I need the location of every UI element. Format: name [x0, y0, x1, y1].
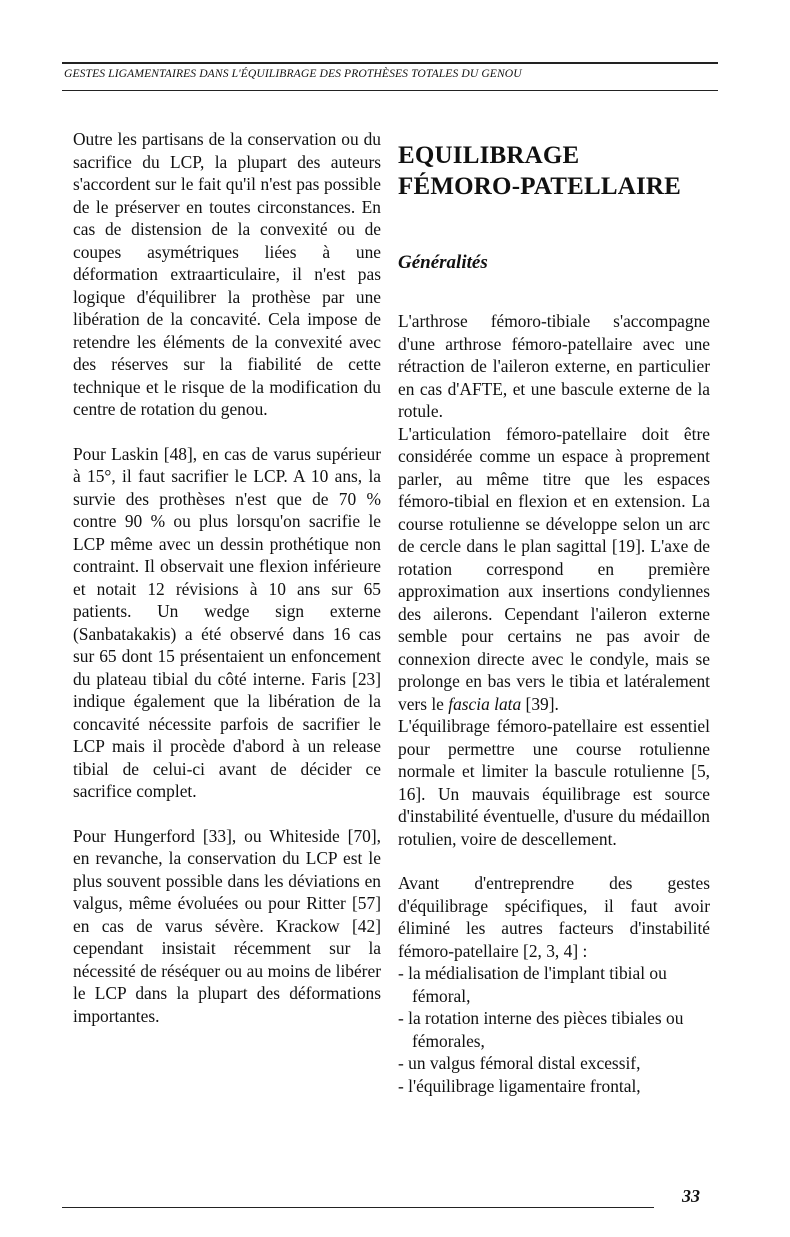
fascia-lata-term: fascia lata [448, 693, 522, 714]
footer-rule [62, 1207, 654, 1208]
list-item: - la médialisation de l'implant tibial ou fémoral, [398, 963, 667, 1006]
running-head: GESTES LIGAMENTAIRES DANS L'ÉQUILIBRAGE DES PROTHÈSES TOTALES DU GENOU [64, 67, 522, 80]
subsection-title: Généralités [398, 252, 488, 273]
list-item: - un valgus fémoral distal excessif, [398, 1053, 641, 1073]
paragraph: Outre les partisans de la conservation ou du sacrifice du LCP, la plupart des auteurs s'accordent sur le fait qu'il n'est pas possible de le préserver en toutes circonstances. En cas de distension de la convexité ou de coupes asymétriques liées à une déformation extraarticulaire, il n'est pas logique d'équilibrer la prothèse par une libération de la concavité. Cela impose de retendre les éléments de la convexité avec des réserves sur la fiabilité de cette technique et le risque de la modification du centre de rotation du genou. [73, 129, 381, 419]
list-item: - la rotation interne des pièces tibiales ou fémorales, [398, 1008, 684, 1051]
left-column [73, 128, 381, 1027]
header-rule-bottom [62, 90, 718, 91]
section-title-line2: FÉMORO-PATELLAIRE [398, 173, 682, 200]
page-number: 33 [682, 1186, 700, 1206]
paragraph: L'équilibrage fémoro-patellaire est essentiel pour permettre une course rotulienne normale et limiter la bascule rotulienne [5, 16]. Un mauvais équilibrage est source d'instabilité éventuelle, d'usure du médaillon rotulien, voire de descellement. [398, 716, 710, 849]
paragraph-text: [39]. [521, 693, 559, 714]
header-rule-top [62, 62, 718, 64]
section-title-line1: EQUILIBRAGE [398, 142, 580, 169]
section-title [398, 140, 710, 202]
list-item: - l'équilibrage ligamentaire frontal, [398, 1075, 641, 1096]
factor-list [398, 962, 710, 1097]
paragraph-text: L'articulation fémoro-patellaire doit être considérée comme un espace à proprement parler, au même titre que les espaces fémoro-tibial en flexion et en extension. La course rotulienne se développe selon un arc de cercle dans le plan sagittal [19]. L'axe de rotation correspond en première approximation aux insertions condyliennes des ailerons. Cependant l'aileron externe semble pour certains ne pas avoir de connexion directe avec le condyle, mais se prolonge en bas vers le tibia et latéralement vers le [398, 423, 710, 714]
paragraph: Avant d'entreprendre des gestes d'équilibrage spécifiques, il faut avoir éliminé les autres facteurs d'instabilité fémoro-patellaire [2, 3, 4] : [398, 873, 710, 961]
paragraph: Pour Laskin [48], en cas de varus supérieur à 15°, il faut sacrifier le LCP. A 10 ans, la survie des prothèses n'est que de 70 % contre 90 % ou plus lorsqu'on sacrifie le LCP même avec un dessin prothétique non contraint. Il observait une flexion inférieure et notait 12 révisions à 10 ans sur 65 patients. Un wedge sign externe (Sanbatakakis) a été observé dans 16 cas sur 65 dont 15 présentaient un enfoncement du plateau tibial du côté interne. Faris [23] indique également que la libération de la concavité nécessite parfois de sacrifier le LCP mais il procède d'abord à un release tibial de celui-ci avant de décider ce sacrifice complet. [73, 443, 381, 801]
right-column [398, 128, 710, 1097]
paragraph [398, 423, 710, 716]
paragraph: L'arthrose fémoro-tibiale s'accompagne d'une arthrose fémoro-patellaire avec une rétraction de l'aileron externe, en particulier en cas d'AFTE, et une bascule externe de la rotule. [398, 311, 710, 421]
paragraph: Pour Hungerford [33], ou Whiteside [70], en revanche, la conservation du LCP est le plus souvent possible dans les déviations en valgus, même évoluées ou pour Ritter [57] en cas de varus sévère. Krackow [42] cependant insistait récemment sur la nécessité de réséquer ou au moins de libérer le LCP dans la plupart des déformations importantes. [73, 825, 381, 1026]
